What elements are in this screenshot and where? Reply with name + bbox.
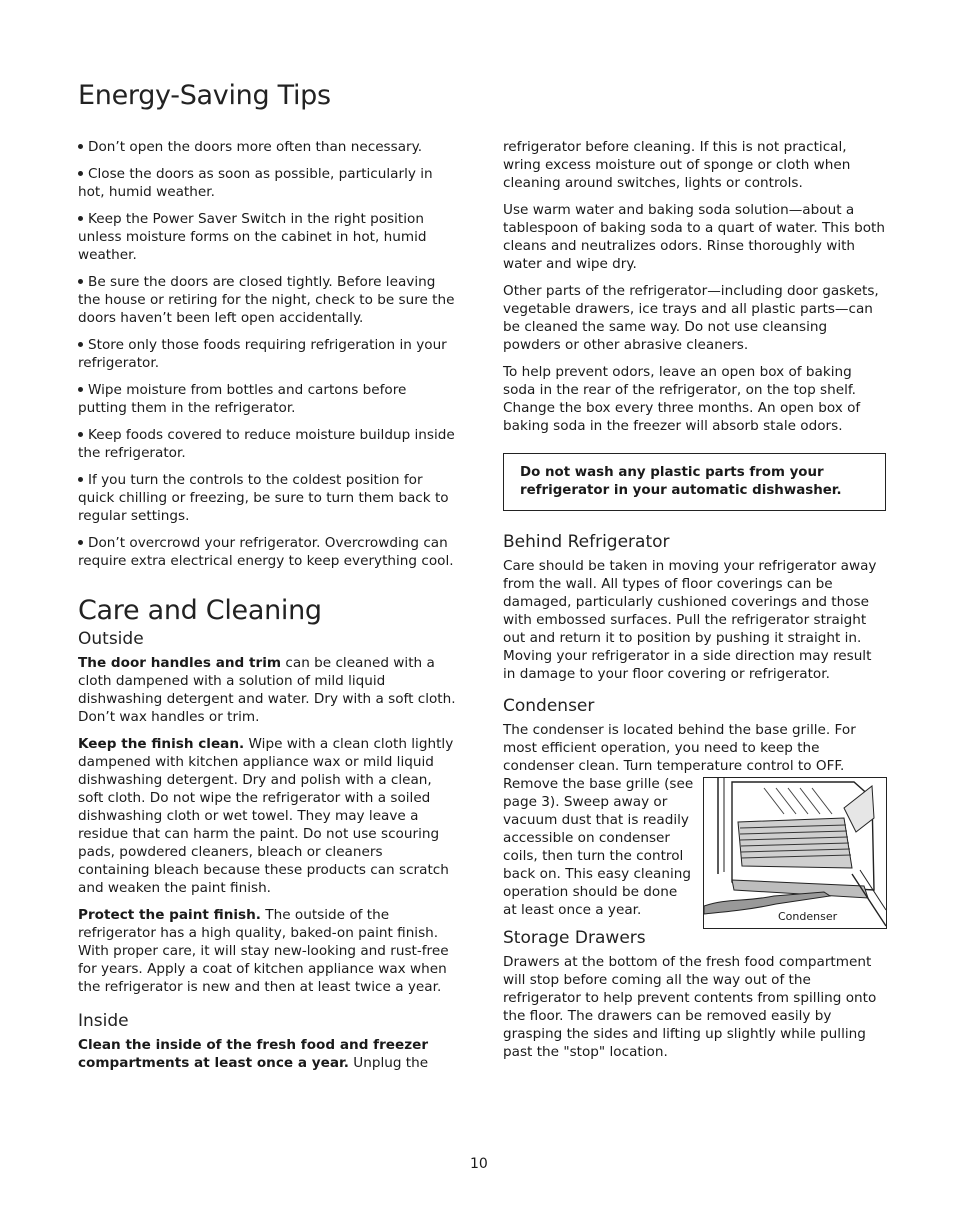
left-column — [78, 138, 458, 1081]
bullet-icon — [78, 279, 83, 284]
care-cleaning-heading: Care and Cleaning — [78, 595, 322, 626]
dishwasher-warning-box: Do not wash any plastic parts from your refrigerator in your automatic dishwasher. — [503, 453, 886, 511]
bullet-icon — [78, 540, 83, 545]
condenser-section — [503, 775, 886, 923]
outside-paragraph: The door handles and trim can be cleaned with a cloth dampened with a solution of mild liquid dishwashing detergent and water. Dry with a soft cloth. Don’t wax handles or trim. — [78, 655, 456, 725]
tip-item: If you turn the controls to the coldest position for quick chilling or freezing, be sure to turn them back to regular settings. — [78, 472, 449, 524]
tip-item: Don’t open the doors more often than necessary. — [78, 138, 458, 156]
behind-paragraph: Care should be taken in moving your refrigerator away from the wall. All types of floor coverings can be damaged, particularly cushioned coverings and those with embossed surfaces. Pull the refrigerator straight out and return it to position by pushing it straight in. Moving your refrigerator in a side direction may result in damage to your floor covering or refrigerator. — [503, 558, 877, 682]
bullet-icon — [78, 432, 83, 437]
tip-item: Keep the Power Saver Switch in the right position unless moisture forms on the cabinet in hot, humid weather. — [78, 211, 427, 263]
tip-item: Don’t overcrowd your refrigerator. Overcrowding can require extra electrical energy to keep everything cool. — [78, 535, 454, 569]
tip-item: Keep foods covered to reduce moisture buildup inside the refrigerator. — [78, 427, 455, 461]
energy-tips-heading: Energy-Saving Tips — [78, 80, 331, 111]
tip-item: Store only those foods requiring refrigeration in your refrigerator. — [78, 337, 447, 371]
condenser-heading: Condenser — [503, 696, 595, 716]
inside-paragraph: Use warm water and baking soda solution—about a tablespoon of baking soda to a quart of water. This both cleans and neutralizes odors. Rinse thoroughly with water and wipe dry. — [503, 202, 885, 272]
outside-heading: Outside — [78, 629, 144, 649]
condenser-drawing-icon — [704, 778, 886, 928]
storage-drawers-heading: Storage Drawers — [503, 928, 646, 948]
inside-paragraph: To help prevent odors, leave an open box of baking soda in the rear of the refrigerator, on the top shelf. Change the box every three months. An open box of baking soda in the freezer will absorb stale odors. — [503, 364, 861, 434]
bullet-icon — [78, 144, 83, 149]
inside-paragraph: refrigerator before cleaning. If this is not practical, wring excess moisture out of sponge or cloth when cleaning around switches, lights or controls. — [503, 139, 851, 191]
condenser-figure-label: Condenser — [776, 908, 839, 926]
condenser-paragraph: Remove the base grille (see page 3). Sweep away or vacuum dust that is readily accessible on condenser coils, then turn the control back on. This easy cleaning operation should be done at least once a year. — [503, 776, 694, 918]
bullet-icon — [78, 216, 83, 221]
bullet-icon — [78, 387, 83, 392]
tip-item: Close the doors as soon as possible, particularly in hot, humid weather. — [78, 166, 433, 200]
tip-item: Wipe moisture from bottles and cartons before putting them in the refrigerator. — [78, 382, 407, 416]
tips-list — [78, 138, 458, 570]
bullet-icon — [78, 171, 83, 176]
drawers-paragraph: Drawers at the bottom of the fresh food compartment will stop before coming all the way out of the refrigerator to help prevent contents from spilling onto the floor. The drawers can be removed easily by grasping the sides and lifting up slightly while pulling past the "stop" location. — [503, 954, 877, 1060]
inside-heading: Inside — [78, 1011, 129, 1031]
outside-paragraph: Protect the paint finish. The outside of the refrigerator has a high quality, baked-on paint finish. With proper care, it will stay new-looking and rust-free for years. Apply a coat of kitchen appliance wax when the refrigerator is new and then at least twice a year. — [78, 907, 449, 995]
right-column — [503, 138, 886, 1070]
page-number: 10 — [470, 1156, 488, 1172]
outside-paragraph: Keep the finish clean. Wipe with a clean cloth lightly dampened with kitchen appliance wax or mild liquid dishwashing detergent. Dry and polish with a clean, soft cloth. Do not wipe the refrigerator with a soiled dishwashing cloth or wet towel. They may leave a residue that can harm the paint. Do not use scouring pads, powdered cleaners, bleach or cleaners containing bleach because these products can scratch and weaken the paint finish. — [78, 736, 454, 896]
tip-item: Be sure the doors are closed tightly. Before leaving the house or retiring for the night, check to be sure the doors haven’t been left open accidentally. — [78, 274, 455, 326]
bullet-icon — [78, 477, 83, 482]
inside-paragraph: Other parts of the refrigerator—including door gaskets, vegetable drawers, ice trays and all plastic parts—can be cleaned the same way. Do not use cleansing powders or other abrasive cleaners. — [503, 283, 879, 353]
condenser-illustration — [703, 777, 887, 929]
inside-paragraph: Clean the inside of the fresh food and freezer compartments at least once a year. Unplug the — [78, 1037, 429, 1071]
bullet-icon — [78, 342, 83, 347]
behind-refrigerator-heading: Behind Refrigerator — [503, 532, 670, 552]
condenser-paragraph: The condenser is located behind the base grille. For most efficient operation, you need to keep the condenser clean. Turn temperature control to OFF. — [503, 722, 856, 774]
